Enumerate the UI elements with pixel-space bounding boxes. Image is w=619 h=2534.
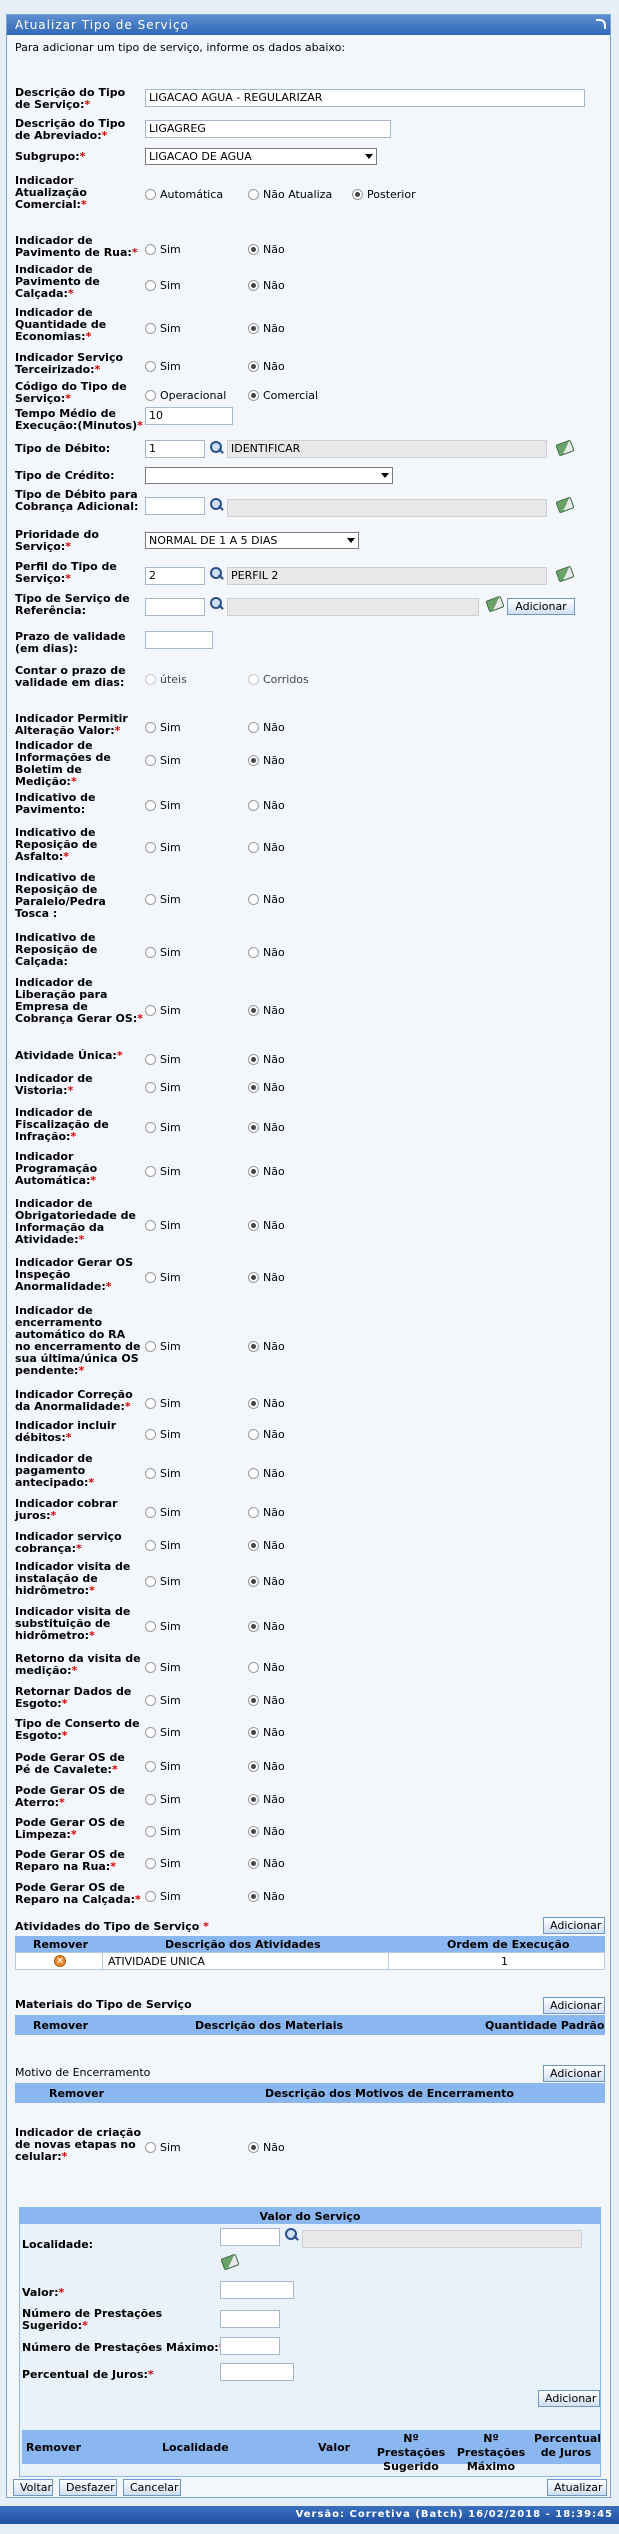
visita-substituicao-nao-radio[interactable]: Não [248, 1621, 285, 1633]
col-remover: Remover [49, 2087, 105, 2100]
label-alteracao-valor: Indicador Permitir Alteração Valor:* [15, 712, 128, 737]
encerramento-auto-sim-radio[interactable]: Sim [145, 1341, 181, 1353]
juros-nao-radio[interactable]: Não [248, 1507, 285, 1519]
label-atividade-unica: Atividade Única:* [15, 1049, 123, 1062]
label-debito-cobranca: Tipo de Débito para Cobrança Adicional: [15, 488, 139, 513]
eraser-icon[interactable] [555, 440, 574, 457]
row-juros [15, 1498, 605, 1528]
liberacao-sim-radio[interactable]: Sim [145, 1005, 181, 1017]
col-prest-sugerido: Nº Prestações Sugerido [376, 2432, 446, 2473]
row-atividade-unica [15, 1050, 605, 1070]
boletim-nao-radio[interactable]: Não [248, 755, 285, 767]
row-descricao [15, 85, 605, 111]
prest-maximo-input[interactable] [220, 2337, 280, 2355]
prioridade-select[interactable]: NORMAL DE 1 A 5 DIAS [145, 532, 359, 549]
eraser-icon[interactable] [220, 2254, 239, 2271]
row-retornar-esgoto [15, 1686, 605, 1716]
obrigatoriedade-nao-radio[interactable]: Não [248, 1220, 285, 1232]
atividades-adicionar-button[interactable]: Adicionar [543, 1917, 605, 1934]
label-qtd-economias: Indicador de Quantidade de Economias:* [15, 306, 107, 343]
label-perfil: Perfil do Tipo de Serviço:* [15, 560, 117, 585]
pavimento-sim-radio[interactable]: Sim [145, 800, 181, 812]
main-panel [6, 14, 611, 2498]
label-juros: Percentual de Juros:* [22, 2368, 154, 2381]
pavimento-nao-radio[interactable]: Não [248, 800, 285, 812]
label-prest-sugerido: Número de Prestações Sugerido:* [22, 2307, 163, 2332]
row-qtd-economias [15, 307, 605, 351]
label-juros: Indicador cobrar juros:* [15, 1497, 118, 1522]
atividades-table-header [15, 1936, 605, 1952]
codigo-comercial-radio[interactable]: Comercial [248, 390, 318, 402]
col-descricao: Descrição dos Atividades [165, 1938, 321, 1951]
materiais-adicionar-button[interactable]: Adicionar [543, 1997, 605, 2014]
atividades-title: Atividades do Tipo de Serviço * [15, 1920, 209, 1933]
atividade-unica-nao-radio[interactable]: Não [248, 1054, 285, 1066]
row-asfalto [15, 827, 605, 869]
motivo-title: Motivo de Encerramento [15, 2066, 151, 2079]
row-os-cavalete [15, 1752, 605, 1782]
visita-instalacao-nao-radio[interactable]: Não [248, 1576, 285, 1588]
novas-etapas-nao-radio[interactable]: Não [248, 2142, 285, 2154]
atividade-ordem: 1 [501, 1955, 508, 1968]
label-vistoria: Indicador de Vistoria:* [15, 1072, 93, 1097]
abreviado-input[interactable]: LIGAGREG [145, 120, 391, 138]
col-motivos: Descrição dos Motivos de Encerramento [265, 2087, 514, 2100]
novas-etapas-sim-radio[interactable]: Sim [145, 2142, 181, 2154]
voltar-button[interactable]: Voltar [13, 2479, 53, 2496]
row-pav-calcada [15, 264, 605, 308]
contar-corridos-radio[interactable]: Corridos [248, 674, 309, 686]
row-retorno-visita [15, 1653, 605, 1683]
label-tempo: Tempo Médio de Execução:(Minutos)* [15, 407, 143, 432]
servico-cobranca-nao-radio[interactable]: Não [248, 1540, 285, 1552]
col-localidade: Localidade [162, 2441, 229, 2454]
paralelo-nao-radio[interactable]: Não [248, 894, 285, 906]
materiais-table-header [15, 2015, 605, 2035]
version-text: Versão: Corretiva (Batch) 16/02/2018 - 18:39:45 [295, 2509, 613, 2520]
os-calcada-nao-radio[interactable]: Não [248, 1891, 285, 1903]
label-os-rua: Pode Gerar OS de Reparo na Rua:* [15, 1848, 125, 1873]
label-pav-calcada: Indicador de Pavimento de Calçada:* [15, 263, 100, 300]
boletim-sim-radio[interactable]: Sim [145, 755, 181, 767]
label-os-limpeza: Pode Gerar OS de Limpeza:* [15, 1816, 125, 1841]
row-fiscalizacao [15, 1107, 605, 1149]
row-prioridade [15, 529, 605, 557]
valor-servico-title: Valor do Serviço [20, 2208, 600, 2224]
servico-cobranca-sim-radio[interactable]: Sim [145, 1540, 181, 1552]
localidade-desc [302, 2230, 582, 2248]
col-juros: Percentual de Juros [534, 2432, 602, 2459]
row-os-calcada [15, 1882, 605, 1912]
search-icon[interactable] [209, 441, 223, 455]
alteracao-valor-nao-radio[interactable]: Não [248, 722, 285, 734]
label-correcao: Indicador Correção da Anormalidade:* [15, 1388, 133, 1413]
row-contar-prazo [15, 665, 605, 693]
eraser-icon[interactable] [555, 497, 574, 514]
calcada-nao-radio[interactable]: Não [248, 947, 285, 959]
label-servico-cobranca: Indicador serviço cobrança:* [15, 1530, 122, 1555]
label-codigo: Código do Tipo de Serviço:* [15, 380, 127, 405]
intro-text: Para adicionar um tipo de serviço, informe os dados abaixo: [15, 41, 346, 54]
search-icon[interactable] [209, 498, 223, 512]
correcao-sim-radio[interactable]: Sim [145, 1398, 181, 1410]
row-pagamento [15, 1453, 605, 1495]
alteracao-valor-sim-radio[interactable]: Sim [145, 722, 181, 734]
visita-substituicao-sim-radio[interactable]: Sim [145, 1621, 181, 1633]
vistoria-nao-radio[interactable]: Não [248, 1082, 285, 1094]
retornar-esgoto-nao-radio[interactable]: Não [248, 1695, 285, 1707]
row-obrigatoriedade [15, 1198, 605, 1254]
pav-calcada-nao-radio[interactable]: Não [248, 280, 285, 292]
incluir-debitos-sim-radio[interactable]: Sim [145, 1429, 181, 1441]
referencia-desc [227, 598, 479, 616]
terceirizado-sim-radio[interactable]: Sim [145, 361, 181, 373]
search-icon[interactable] [209, 567, 223, 581]
search-icon[interactable] [209, 597, 223, 611]
row-liberacao [15, 977, 605, 1045]
label-referencia: Tipo de Serviço de Referência: [15, 592, 130, 617]
desfazer-button[interactable]: Desfazer [59, 2479, 117, 2496]
fiscalizacao-sim-radio[interactable]: Sim [145, 1122, 181, 1134]
asfalto-nao-radio[interactable]: Não [248, 842, 285, 854]
cancelar-button[interactable]: Cancelar [123, 2479, 181, 2496]
inspecao-sim-radio[interactable]: Sim [145, 1272, 181, 1284]
label-visita-instalacao: Indicador visita de instalação de hidrômetro:* [15, 1560, 131, 1597]
label-prioridade: Prioridade do Serviço:* [15, 528, 99, 553]
valor-table-header [22, 2430, 602, 2473]
motivo-table-header [15, 2083, 605, 2103]
valor-servico-box [19, 2207, 601, 2477]
os-rua-nao-radio[interactable]: Não [248, 1858, 285, 1870]
row-terceirizado [15, 352, 605, 382]
tipo-debito-code-input[interactable]: 1 [145, 440, 205, 458]
row-visita-substituicao [15, 1606, 605, 1648]
atualizacao-automatica-radio[interactable]: Automática [145, 189, 223, 201]
row-paralelo [15, 872, 605, 928]
conserto-esgoto-sim-radio[interactable]: Sim [145, 1727, 181, 1739]
label-retorno-visita: Retorno da visita de medição:* [15, 1652, 141, 1677]
label-prest-maximo: Número de Prestações Máximo: [22, 2341, 219, 2354]
prest-sugerido-input[interactable] [220, 2310, 280, 2328]
label-incluir-debitos: Indicador incluir débitos:* [15, 1419, 117, 1444]
contar-uteis-radio[interactable]: úteis [145, 674, 187, 686]
label-pavimento: Indicativo de Pavimento: [15, 791, 96, 816]
label-tipo-debito: Tipo de Débito: [15, 442, 111, 455]
row-correcao [15, 1389, 605, 1419]
row-alteracao-valor [15, 713, 605, 743]
label-retornar-esgoto: Retornar Dados de Esgoto:* [15, 1685, 132, 1710]
label-pav-rua: Indicador de Pavimento de Rua:* [15, 234, 138, 259]
vistoria-sim-radio[interactable]: Sim [145, 1082, 181, 1094]
fiscalizacao-nao-radio[interactable]: Não [248, 1122, 285, 1134]
row-debito-cobranca [15, 489, 605, 525]
row-subgrupo [15, 148, 605, 166]
search-icon[interactable] [284, 2228, 298, 2242]
retorno-visita-sim-radio[interactable]: Sim [145, 1662, 181, 1674]
referencia-code-input[interactable] [145, 598, 205, 616]
os-rua-sim-radio[interactable]: Sim [145, 1858, 181, 1870]
valor-adicionar-button[interactable]: Adicionar [538, 2390, 600, 2407]
label-asfalto: Indicativo de Reposição de Asfalto:* [15, 826, 98, 863]
label-boletim: Indicador de Informações de Boletim de Medição:* [15, 739, 111, 788]
subgrupo-select[interactable]: LIGACAO DE AGUA [145, 148, 377, 165]
incluir-debitos-nao-radio[interactable]: Não [248, 1429, 285, 1441]
paralelo-sim-radio[interactable]: Sim [145, 894, 181, 906]
row-incluir-debitos [15, 1420, 605, 1450]
atualizacao-nao-atualiza-radio[interactable]: Não Atualiza [248, 189, 332, 201]
perfil-code-input[interactable]: 2 [145, 567, 205, 585]
encerramento-auto-nao-radio[interactable]: Não [248, 1341, 285, 1353]
label-fiscalizacao: Indicador de Fiscalização de Infração:* [15, 1106, 109, 1143]
pav-rua-sim-radio[interactable]: Sim [145, 244, 181, 256]
row-boletim [15, 739, 605, 788]
row-os-limpeza [15, 1817, 605, 1847]
materiais-title: Materiais do Tipo de Serviço [15, 1998, 192, 2011]
table-row [15, 1952, 605, 1970]
row-prazo [15, 629, 605, 659]
tempo-input[interactable]: 10 [145, 407, 233, 425]
label-liberacao: Indicador de Liberação para Empresa de Cobrança Gerar OS:* [15, 976, 143, 1025]
row-inspecao [15, 1257, 605, 1299]
liberacao-nao-radio[interactable]: Não [248, 1005, 285, 1017]
pagamento-sim-radio[interactable]: Sim [145, 1468, 181, 1480]
label-subgrupo: Subgrupo:* [15, 150, 86, 163]
juros-input[interactable] [220, 2363, 294, 2381]
programacao-sim-radio[interactable]: Sim [145, 1166, 181, 1178]
col-remover: Remover [33, 1938, 89, 1951]
row-referencia [15, 593, 605, 621]
pav-rua-nao-radio[interactable]: Não [248, 244, 285, 256]
label-novas-etapas: Indicador de criação de novas etapas no celular:* [15, 2126, 142, 2163]
referencia-adicionar-button[interactable]: Adicionar [507, 598, 575, 615]
label-obrigatoriedade: Indicador de Obrigatoriedade de Informação da Atividade:* [15, 1197, 136, 1246]
label-os-calcada: Pode Gerar OS de Reparo na Calçada:* [15, 1881, 141, 1906]
label-prazo: Prazo de validade (em dias): [15, 630, 126, 655]
col-valor: Valor [318, 2441, 351, 2454]
conserto-esgoto-nao-radio[interactable]: Não [248, 1727, 285, 1739]
qtd-economias-sim-radio[interactable]: Sim [145, 323, 181, 335]
tipo-debito-desc: IDENTIFICAR [227, 440, 547, 458]
prazo-input[interactable] [145, 631, 213, 649]
label-atualizacao: Indicador Atualização Comercial:* [15, 174, 87, 211]
row-os-rua [15, 1849, 605, 1879]
label-tipo-credito: Tipo de Crédito: [15, 469, 115, 482]
qtd-economias-nao-radio[interactable]: Não [248, 323, 285, 335]
retornar-esgoto-sim-radio[interactable]: Sim [145, 1695, 181, 1707]
atividade-descricao: ATIVIDADE UNICA [108, 1955, 205, 1968]
label-conserto-esgoto: Tipo de Conserto de Esgoto:* [15, 1717, 140, 1742]
retorno-visita-nao-radio[interactable]: Não [248, 1662, 285, 1674]
col-quantidade: Quantidade Padrão [485, 2019, 605, 2032]
codigo-operacional-radio[interactable]: Operacional [145, 390, 226, 402]
row-novas-etapas [15, 2127, 605, 2171]
col-prest-maximo: Nº Prestações Máximo [456, 2432, 526, 2473]
label-localidade: Localidade: [22, 2238, 94, 2251]
row-atualizacao [15, 175, 605, 213]
pav-calcada-sim-radio[interactable]: Sim [145, 280, 181, 292]
label-contar-prazo: Contar o prazo de validade em dias: [15, 664, 126, 689]
localidade-input[interactable] [220, 2228, 280, 2246]
correcao-nao-radio[interactable]: Não [248, 1398, 285, 1410]
row-pavimento [15, 792, 605, 820]
os-calcada-sim-radio[interactable]: Sim [145, 1891, 181, 1903]
atividade-unica-sim-radio[interactable]: Sim [145, 1054, 181, 1066]
label-inspecao: Indicador Gerar OS Inspeção Anormalidade:* [15, 1256, 134, 1293]
label-pagamento: Indicador de pagamento antecipado:* [15, 1452, 95, 1489]
row-conserto-esgoto [15, 1718, 605, 1748]
calcada-sim-radio[interactable]: Sim [145, 947, 181, 959]
os-limpeza-nao-radio[interactable]: Não [248, 1826, 285, 1838]
label-encerramento-auto: Indicador de encerramento automático do RA no encerramento de sua última/única OS pendente:* [15, 1304, 141, 1377]
row-servico-cobranca [15, 1531, 605, 1561]
terceirizado-nao-radio[interactable]: Não [248, 361, 285, 373]
label-os-cavalete: Pode Gerar OS de Pé de Cavalete:* [15, 1751, 125, 1776]
debito-cobranca-desc [227, 499, 547, 517]
atualizar-button[interactable]: Atualizar [547, 2479, 607, 2496]
remove-icon[interactable]: × [54, 1955, 66, 1967]
debito-cobranca-code-input[interactable] [145, 497, 205, 515]
label-calcada: Indicativo de Reposição de Calçada: [15, 931, 98, 968]
inspecao-nao-radio[interactable]: Não [248, 1272, 285, 1284]
os-aterro-nao-radio[interactable]: Não [248, 1794, 285, 1806]
panel-title [7, 15, 610, 35]
obrigatoriedade-sim-radio[interactable]: Sim [145, 1220, 181, 1232]
row-abreviado [15, 116, 605, 142]
os-cavalete-nao-radio[interactable]: Não [248, 1761, 285, 1773]
row-visita-instalacao [15, 1561, 605, 1603]
row-tipo-credito [15, 467, 605, 485]
asfalto-sim-radio[interactable]: Sim [145, 842, 181, 854]
visita-instalacao-sim-radio[interactable]: Sim [145, 1576, 181, 1588]
os-aterro-sim-radio[interactable]: Sim [145, 1794, 181, 1806]
descricao-input[interactable]: LIGACAO AGUA - REGULARIZAR [145, 89, 585, 107]
os-limpeza-sim-radio[interactable]: Sim [145, 1826, 181, 1838]
col-descricao-materiais: Descrição dos Materiais [195, 2019, 344, 2032]
tipo-credito-select[interactable] [145, 467, 393, 484]
col-remover: Remover [33, 2019, 89, 2032]
row-os-aterro [15, 1785, 605, 1815]
label-os-aterro: Pode Gerar OS de Aterro:* [15, 1784, 125, 1809]
row-calcada [15, 932, 605, 974]
row-vistoria [15, 1073, 605, 1103]
row-pav-rua [15, 235, 605, 265]
eraser-icon[interactable] [485, 596, 504, 613]
corner-icon [596, 19, 606, 29]
eraser-icon[interactable] [555, 566, 574, 583]
row-perfil [15, 561, 605, 589]
programacao-nao-radio[interactable]: Não [248, 1166, 285, 1178]
label-descricao: Descrição do Tipo de Serviço:* [15, 86, 126, 111]
pagamento-nao-radio[interactable]: Não [248, 1468, 285, 1480]
motivo-adicionar-button[interactable]: Adicionar [543, 2065, 605, 2082]
label-abreviado: Descrição do Tipo de Abreviado:* [15, 117, 126, 142]
row-programacao [15, 1151, 605, 1193]
label-valor: Valor:* [22, 2286, 65, 2299]
perfil-desc: PERFIL 2 [227, 567, 547, 585]
label-paralelo: Indicativo de Reposição de Paralelo/Pedra Tosca : [15, 871, 106, 920]
col-remover: Remover [26, 2441, 82, 2454]
row-encerramento-auto [15, 1305, 605, 1389]
row-tipo-debito [15, 439, 605, 459]
label-terceirizado: Indicador Serviço Terceirizado:* [15, 351, 124, 376]
os-cavalete-sim-radio[interactable]: Sim [145, 1761, 181, 1773]
panel-title-text: Atualizar Tipo de Serviço [15, 18, 189, 32]
label-programacao: Indicador Programação Automática:* [15, 1150, 98, 1187]
row-codigo [15, 381, 605, 411]
juros-sim-radio[interactable]: Sim [145, 1507, 181, 1519]
label-visita-substituicao: Indicador visita de substituição de hidrômetro:* [15, 1605, 131, 1642]
valor-input[interactable] [220, 2281, 294, 2299]
atualizacao-posterior-radio[interactable]: Posterior [352, 189, 416, 201]
footer-bar [0, 2506, 619, 2524]
col-ordem: Ordem de Execução [447, 1938, 570, 1951]
